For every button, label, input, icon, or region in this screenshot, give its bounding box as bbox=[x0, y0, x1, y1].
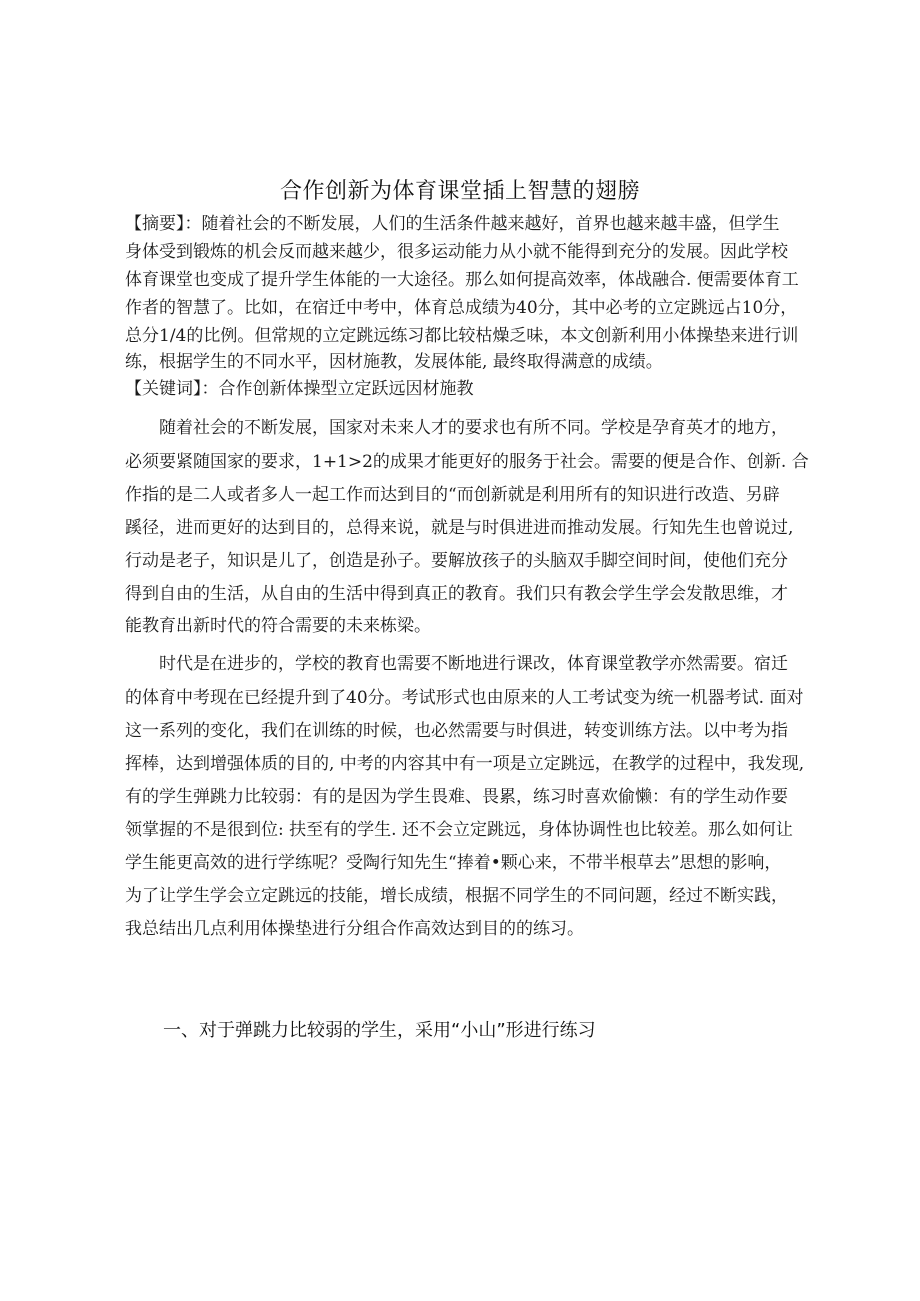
abstract-line: 练，根据学生的不同水平，因材施教，发展体能, 最终取得满意的成绩。 bbox=[125, 352, 663, 372]
paragraph-line: 挥棒，达到增强体质的目的, 中考的内容其中有一项是立定跳远，在教学的过程中，我发现, bbox=[125, 754, 805, 774]
abstract-line: 体育课堂也变成了提升学生体能的一大途径。那么如何提高效率，体战融合. 便需要体育工 bbox=[125, 270, 799, 290]
section-heading: 一、对于弹跳力比较弱的学生，采用“小山”形进行练习 bbox=[163, 1020, 596, 1041]
keywords: 【关键词】：合作创新体操型立定跃远因材施教 bbox=[125, 379, 474, 399]
abstract-line: 作者的智慧了。比如，在宿迁中考中，体育总成绩为40分，其中必考的立定跳远占10分， bbox=[125, 298, 798, 318]
paragraph-line: 时代是在进步的，学校的教育也需要不断地进行课改，体育课堂教学亦然需要。宿迁 bbox=[125, 654, 788, 674]
paragraph-line: 领掌握的不是很到位: 扶至有的学生. 还不会立定跳远，身体协调性也比较差。那么如何让 bbox=[125, 820, 793, 840]
paragraph-line: 得到自由的生活，从自由的生活中得到真正的教育。我们只有教会学生学会发散思维，才 bbox=[125, 584, 788, 604]
paragraph-line: 学生能更高效的进行学练呢？受陶行知先生“捧着•颗心来，不带半根草去”思想的影响， bbox=[125, 853, 782, 873]
abstract-line: 总分1/4的比例。但常规的立定跳远练习都比较枯燥乏味，本文创新利用小体操垫来进行训 bbox=[125, 326, 799, 346]
paragraph-line: 蹊径，进而更好的达到目的，总得来说，就是与时俱进进而推动发展。行知先生也曾说过, bbox=[125, 518, 794, 538]
abstract-line: 身体受到锻炼的机会反而越来越少，很多运动能力从小就不能得到充分的发展。因此学校 bbox=[125, 242, 788, 262]
abstract-line: 【摘要】：随着社会的不断发展，人们的生活条件越来越好，首界也越来越丰盛，但学生 bbox=[125, 214, 780, 234]
paragraph-line: 我总结出几点利用体操垫进行分组合作高效达到目的的练习。 bbox=[125, 919, 584, 939]
paragraph-line: 这一系列的变化，我们在训练的时候，也必然需要与时俱进，转变训练方法。以中考为指 bbox=[125, 721, 788, 741]
paragraph-line: 作指的是二人或者多人一起工作而达到目的“而创新就是利用所有的知识进行改造、另辟 bbox=[125, 485, 780, 505]
paragraph-line: 随着社会的不断发展，国家对未来人才的要求也有所不同。学校是孕育英才的地方， bbox=[125, 418, 788, 438]
paragraph-line: 为了让学生学会立定跳远的技能，增长成绩，根据不同学生的不同问题，经过不断实践， bbox=[125, 886, 788, 906]
paragraph-line: 行动是老子，知识是儿了，创造是孙子。要解放孩子的头脑双手脚空间时间，使他们充分 bbox=[125, 551, 788, 571]
paragraph-line: 的体育中考现在已经提升到了40分。考试形式也由原来的人工考试变为统一机器考试. 面对 bbox=[125, 688, 804, 708]
paragraph-line: 有的学生弹跳力比较弱：有的是因为学生畏难、畏累，练习时喜欢偷懒：有的学生动作要 bbox=[125, 787, 788, 807]
document-title: 合作创新为体育课堂插上智慧的翅膀 bbox=[279, 179, 640, 204]
paragraph-line: 必须要紧随国家的要求，1+1>2的成果才能更好的服务于社会。需要的便是合作、创新. 合 bbox=[125, 452, 809, 472]
paragraph-line: 能教育出新时代的符合需要的未来栋梁。 bbox=[125, 616, 431, 636]
